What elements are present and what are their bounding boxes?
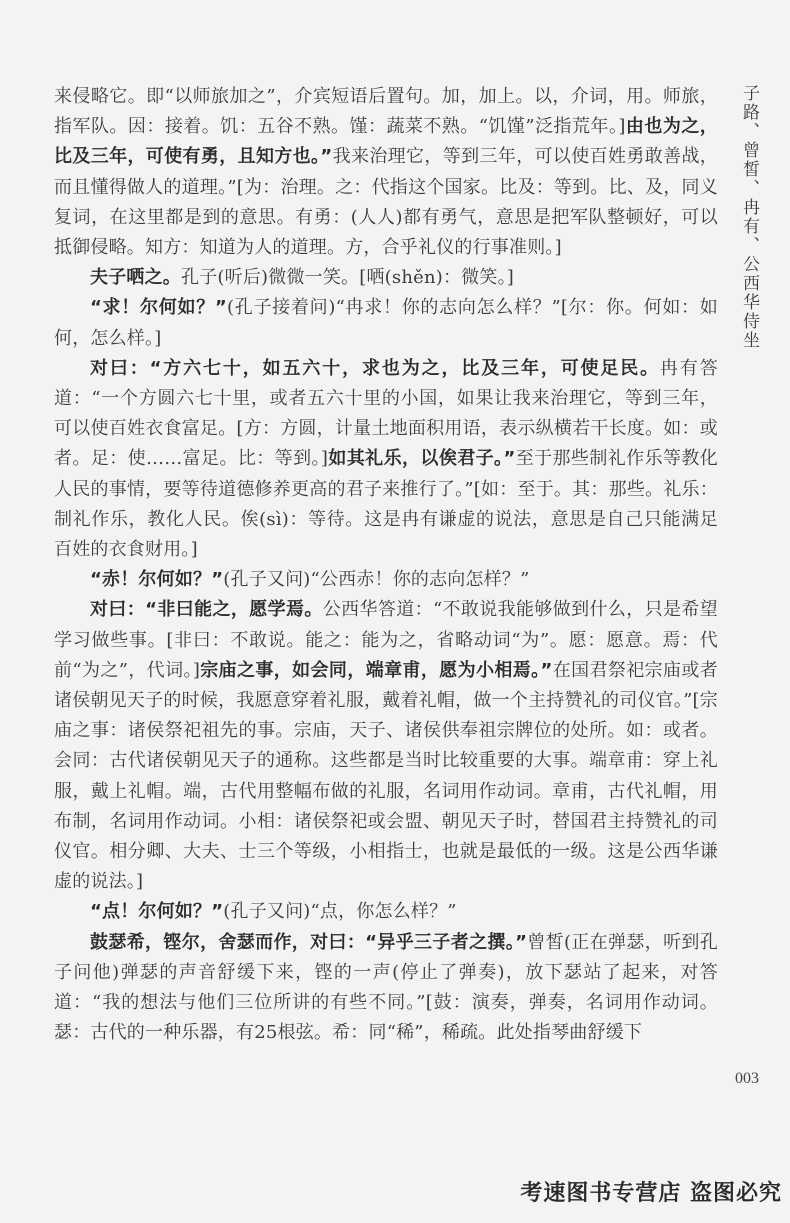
paragraph-8: [54, 928, 718, 1049]
source-text-run: 鼓瑟希，铿尔，舍瑟而作，对曰：“异乎三子者之撰。”: [90, 931, 528, 953]
page-number: 003: [735, 1070, 759, 1087]
source-text-run: “求！尔何如？”: [90, 297, 227, 319]
paragraph-3: [54, 293, 718, 353]
source-text-run: 由也为之，比及三年，可使有勇，且知方也。”: [54, 116, 719, 168]
text-run: 至于那些制礼作乐等教化人民的事情，要等待道德修养更高的君子来推行了。”[如：至于。其：那些。礼乐：制礼作乐，教化人民。俟(sì)：等待。这是冉有谦虚的说法，意思是自己只能满足百姓的衣食财用。]: [54, 448, 719, 561]
text-run: 冉有答道：“一个方圆六七十里，或者五六十里的小国，如果让我来治理它，等到三年，可以使百姓衣食富足。[方：方圆，计量土地面积用语，表示纵横若干长度。如：或者。足：使……富足。比：等到。]: [54, 357, 718, 470]
body-text: [54, 82, 718, 1049]
source-text-run: “点！尔何如？”: [90, 901, 224, 923]
text-run: 我来治理它，等到三年，可以使百姓勇敢善战，而且懂得做人的道理。”[为：治理。之：代指这个国家。比及：等到。比、及，同义复词，在这里都是到的意思。有勇：(人人)都有勇气，意思是把军队整顿好，可以抵御侵略。知方：知道为人的道理。方，合乎礼仪的行事准则。]: [54, 146, 718, 259]
paragraph-7: [54, 897, 718, 927]
text-run: 在国君祭祀宗庙或者诸侯朝见天子的时候，我愿意穿着礼服，戴着礼帽，做一个主持赞礼的司仪官。”[宗庙之事：诸侯祭祀祖先的事。宗庙，天子、诸侯供奉祖宗牌位的处所。如：或者。会同：古代诸侯朝见天子的通称。这些都是当时比较重要的大事。端章甫：穿上礼服，戴上礼帽。端，古代用整幅布做的礼服，名词用作动词。章甫，古代礼帽，用布制，名词用作动词。小相：诸侯祭祀或会盟、朝见天子时，替国君主持赞礼的司仪官。相分卿、大夫、士三个等级，小相指士，也就是最低的一级。这是公西华谦虚的说法。]: [54, 659, 719, 893]
paragraph-5: [54, 565, 718, 595]
shop-watermark: 考速图书专营店 盗图必究: [520, 1181, 782, 1206]
text-run: 公西华答道：“不敢说我能够做到什么，只是希望学习做些事。[非曰：不敢说。能之：能为之，省略动词“为”。愿：愿意。焉：代前“为之”，代词。]: [54, 599, 718, 681]
text-run: 孔子(听后)微微一笑。[哂(shěn)：微笑。]: [181, 267, 515, 289]
text-run: (孔子又问)“公西赤！你的志向怎样？”: [223, 569, 530, 591]
text-run: 来侵略它。即“以师旅加之”，介宾短语后置句。加，加上。以，介词，用。师旅，指军队。因：接着。饥：五谷不熟。馑：蔬菜不熟。“饥馑”泛指荒年。]: [54, 86, 718, 138]
paragraph-6: [54, 595, 718, 897]
source-text-run: 对曰：“方六七十，如五六十，求也为之，比及三年，可使足民。: [90, 357, 661, 379]
paragraph-4: [54, 354, 718, 565]
paragraph-1: [54, 82, 718, 263]
paragraph-2: [54, 263, 718, 293]
source-text-run: “赤！尔何如？”: [90, 569, 224, 591]
source-text-run: 宗庙之事，如会同，端章甫，愿为小相焉。”: [200, 659, 553, 681]
text-run: 曾皙(正在弹瑟，听到孔子问他)弹瑟的声音舒缓下来，铿的一声(停止了弹奏)，放下瑟站了起来，对答道：“我的想法与他们三位所讲的有些不同。”[鼓：演奏，弹奏，名词用作动词。瑟：古代的一种乐器，有25根弦。希：同“稀”，稀疏。此处指琴曲舒缓下: [54, 931, 718, 1044]
text-run: (孔子又问)“点，你怎么样？”: [223, 901, 457, 923]
source-text-run: 如其礼乐，以俟君子。”: [328, 448, 516, 470]
text-run: (孔子接着问)“冉求！你的志向怎么样？”[尔：你。何如：如何，怎么样。]: [54, 297, 718, 349]
source-text-run: 对曰：“非曰能之，愿学焉。: [90, 599, 323, 621]
source-text-run: 夫子哂之。: [90, 267, 181, 289]
running-head: 子路、曾皙、冉有、公西华侍坐: [739, 84, 759, 350]
